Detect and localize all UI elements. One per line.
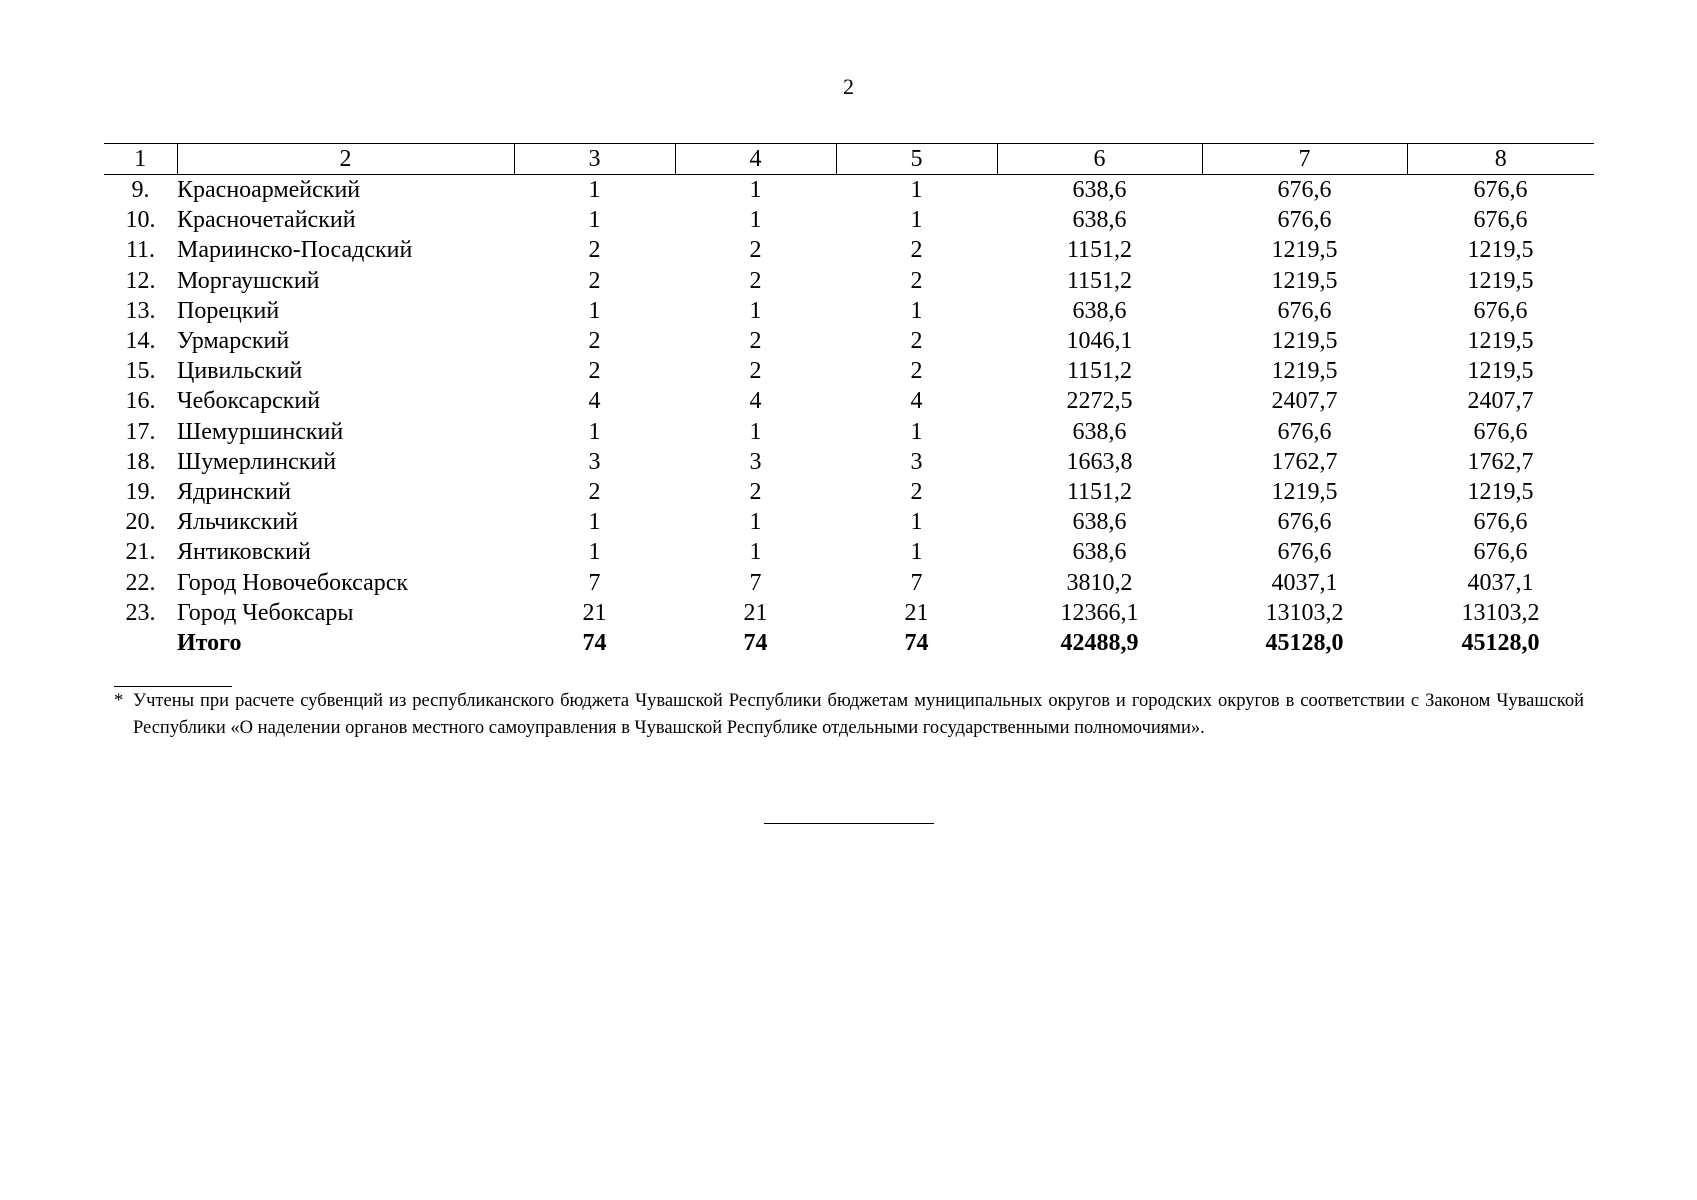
total-row bbox=[104, 628, 1594, 658]
footnote-marker: * bbox=[114, 691, 124, 711]
table-row bbox=[104, 417, 1594, 447]
row-number: 12. bbox=[125, 267, 156, 294]
value-col-6: 42488,9 bbox=[1060, 629, 1139, 656]
column-header: 7 bbox=[1202, 144, 1407, 175]
table-row bbox=[104, 537, 1594, 567]
row-number: 15. bbox=[125, 358, 156, 385]
table-row bbox=[104, 266, 1594, 296]
value-col-4: 21 bbox=[743, 599, 768, 626]
value-col-7: 2407,7 bbox=[1271, 388, 1338, 415]
row-number: 22. bbox=[125, 569, 156, 596]
value-col-8: 4037,1 bbox=[1467, 569, 1534, 596]
value-col-4: 74 bbox=[743, 629, 768, 656]
value-col-3: 1 bbox=[588, 207, 601, 234]
data-table bbox=[104, 143, 1594, 658]
value-col-3: 2 bbox=[588, 328, 601, 355]
value-col-5: 2 bbox=[910, 237, 923, 264]
value-col-8: 1219,5 bbox=[1467, 358, 1534, 385]
column-header: 6 bbox=[997, 144, 1202, 175]
value-col-7: 45128,0 bbox=[1265, 629, 1344, 656]
value-col-7: 676,6 bbox=[1277, 418, 1332, 445]
value-col-8: 676,6 bbox=[1473, 207, 1528, 234]
row-number: 23. bbox=[125, 599, 156, 626]
table-row bbox=[104, 447, 1594, 477]
value-col-5: 2 bbox=[910, 328, 923, 355]
value-col-8: 1219,5 bbox=[1467, 328, 1534, 355]
table-row bbox=[104, 356, 1594, 386]
value-col-7: 1219,5 bbox=[1271, 267, 1338, 294]
row-number: 18. bbox=[125, 448, 156, 475]
page-number: 2 bbox=[843, 74, 854, 99]
value-col-7: 676,6 bbox=[1277, 539, 1332, 566]
table-row bbox=[104, 567, 1594, 597]
district-name: Шемуршинский bbox=[177, 418, 344, 445]
table-row bbox=[104, 598, 1594, 628]
table-row bbox=[104, 205, 1594, 235]
value-col-4: 1 bbox=[749, 177, 762, 204]
footnote bbox=[114, 688, 1584, 742]
row-number: 20. bbox=[125, 509, 156, 536]
column-header: 1 bbox=[104, 144, 177, 175]
value-col-8: 676,6 bbox=[1473, 539, 1528, 566]
value-col-3: 2 bbox=[588, 478, 601, 505]
value-col-5: 3 bbox=[910, 448, 923, 475]
end-rule bbox=[764, 823, 934, 824]
value-col-8: 1762,7 bbox=[1467, 448, 1534, 475]
column-header: 8 bbox=[1407, 144, 1594, 175]
value-col-6: 638,6 bbox=[1072, 207, 1127, 234]
value-col-8: 1219,5 bbox=[1467, 478, 1534, 505]
district-name: Красночетайский bbox=[177, 207, 356, 234]
value-col-5: 1 bbox=[910, 509, 923, 536]
value-col-4: 1 bbox=[749, 418, 762, 445]
value-col-3: 2 bbox=[588, 267, 601, 294]
row-number bbox=[104, 628, 177, 658]
value-col-7: 1219,5 bbox=[1271, 237, 1338, 264]
value-col-7: 676,6 bbox=[1277, 177, 1332, 204]
value-col-8: 2407,7 bbox=[1467, 388, 1534, 415]
table-row bbox=[104, 326, 1594, 356]
value-col-5: 2 bbox=[910, 478, 923, 505]
value-col-7: 1219,5 bbox=[1271, 328, 1338, 355]
value-col-3: 21 bbox=[582, 599, 607, 626]
value-col-6: 2272,5 bbox=[1066, 388, 1133, 415]
row-number: 9. bbox=[131, 177, 150, 204]
value-col-3: 2 bbox=[588, 358, 601, 385]
table-body bbox=[104, 175, 1594, 659]
value-col-4: 2 bbox=[749, 358, 762, 385]
value-col-6: 1151,2 bbox=[1066, 478, 1133, 505]
value-col-5: 1 bbox=[910, 539, 923, 566]
value-col-7: 1219,5 bbox=[1271, 358, 1338, 385]
district-name: Красноармейский bbox=[177, 177, 361, 204]
value-col-4: 1 bbox=[749, 539, 762, 566]
column-header: 2 bbox=[177, 144, 514, 175]
value-col-3: 7 bbox=[588, 569, 601, 596]
value-col-7: 1762,7 bbox=[1271, 448, 1338, 475]
value-col-8: 45128,0 bbox=[1461, 629, 1540, 656]
district-name: Порецкий bbox=[177, 297, 280, 324]
value-col-3: 1 bbox=[588, 297, 601, 324]
table-row bbox=[104, 175, 1594, 206]
table-row bbox=[104, 235, 1594, 265]
value-col-8: 13103,2 bbox=[1461, 599, 1540, 626]
district-name: Ядринский bbox=[177, 478, 291, 505]
value-col-7: 13103,2 bbox=[1265, 599, 1344, 626]
value-col-5: 1 bbox=[910, 207, 923, 234]
value-col-8: 676,6 bbox=[1473, 418, 1528, 445]
value-col-6: 1151,2 bbox=[1066, 358, 1133, 385]
value-col-3: 1 bbox=[588, 177, 601, 204]
table-row bbox=[104, 477, 1594, 507]
value-col-8: 676,6 bbox=[1473, 177, 1528, 204]
value-col-8: 1219,5 bbox=[1467, 237, 1534, 264]
value-col-6: 638,6 bbox=[1072, 509, 1127, 536]
value-col-4: 2 bbox=[749, 328, 762, 355]
table-row bbox=[104, 507, 1594, 537]
value-col-5: 7 bbox=[910, 569, 923, 596]
row-number: 16. bbox=[125, 388, 156, 415]
value-col-4: 4 bbox=[749, 388, 762, 415]
district-name: Янтиковский bbox=[177, 539, 311, 566]
district-name: Цивильский bbox=[177, 358, 303, 385]
value-col-5: 74 bbox=[904, 629, 929, 656]
value-col-6: 1151,2 bbox=[1066, 267, 1133, 294]
value-col-6: 638,6 bbox=[1072, 539, 1127, 566]
footnote-text: Учтены при расчете субвенций из республиканского бюджета Чувашской Республики бюджетам муниципальных округов и городских округов в соответствии с Законом Чувашской Республики «О наделении органов местного самоуправления в Чувашской Республике отдельными государственными полномочиями». bbox=[133, 691, 1584, 738]
column-header: 4 bbox=[675, 144, 836, 175]
value-col-3: 3 bbox=[588, 448, 601, 475]
value-col-4: 1 bbox=[749, 297, 762, 324]
district-name: Моргаушский bbox=[177, 267, 320, 294]
value-col-5: 1 bbox=[910, 418, 923, 445]
value-col-6: 1663,8 bbox=[1066, 448, 1133, 475]
district-name: Мариинско-Посадский bbox=[177, 237, 413, 264]
value-col-6: 3810,2 bbox=[1066, 569, 1133, 596]
value-col-8: 1219,5 bbox=[1467, 267, 1534, 294]
row-number: 10. bbox=[125, 207, 156, 234]
value-col-6: 638,6 bbox=[1072, 297, 1127, 324]
value-col-3: 74 bbox=[582, 629, 607, 656]
value-col-4: 2 bbox=[749, 478, 762, 505]
value-col-3: 1 bbox=[588, 509, 601, 536]
value-col-8: 676,6 bbox=[1473, 297, 1528, 324]
row-number: 17. bbox=[125, 418, 156, 445]
value-col-5: 1 bbox=[910, 297, 923, 324]
value-col-3: 2 bbox=[588, 237, 601, 264]
district-name: Яльчикский bbox=[177, 509, 299, 536]
district-name: Урмарский bbox=[177, 328, 290, 355]
table-row bbox=[104, 296, 1594, 326]
header-row bbox=[104, 144, 1594, 175]
value-col-6: 638,6 bbox=[1072, 418, 1127, 445]
column-header: 5 bbox=[836, 144, 997, 175]
value-col-5: 21 bbox=[904, 599, 929, 626]
value-col-7: 1219,5 bbox=[1271, 478, 1338, 505]
row-number: 14. bbox=[125, 328, 156, 355]
district-name: Город Чебоксары bbox=[177, 599, 354, 626]
value-col-7: 676,6 bbox=[1277, 207, 1332, 234]
value-col-5: 4 bbox=[910, 388, 923, 415]
district-name: Шумерлинский bbox=[177, 448, 337, 475]
table-row bbox=[104, 386, 1594, 416]
table-header bbox=[104, 144, 1594, 175]
row-number: 13. bbox=[125, 297, 156, 324]
value-col-3: 1 bbox=[588, 418, 601, 445]
district-name: Чебоксарский bbox=[177, 388, 321, 415]
footnote-rule bbox=[114, 686, 232, 687]
value-col-4: 1 bbox=[749, 207, 762, 234]
row-number: 11. bbox=[125, 237, 156, 264]
value-col-5: 2 bbox=[910, 358, 923, 385]
row-number: 21. bbox=[125, 539, 156, 566]
district-name: Итого bbox=[177, 629, 242, 656]
value-col-7: 676,6 bbox=[1277, 509, 1332, 536]
value-col-6: 1046,1 bbox=[1066, 328, 1133, 355]
value-col-8: 676,6 bbox=[1473, 509, 1528, 536]
value-col-4: 1 bbox=[749, 509, 762, 536]
value-col-3: 1 bbox=[588, 539, 601, 566]
value-col-3: 4 bbox=[588, 388, 601, 415]
row-number: 19. bbox=[125, 478, 156, 505]
value-col-4: 3 bbox=[749, 448, 762, 475]
value-col-6: 638,6 bbox=[1072, 177, 1127, 204]
column-header: 3 bbox=[514, 144, 675, 175]
value-col-5: 1 bbox=[910, 177, 923, 204]
value-col-4: 2 bbox=[749, 237, 762, 264]
value-col-7: 676,6 bbox=[1277, 297, 1332, 324]
value-col-6: 12366,1 bbox=[1060, 599, 1139, 626]
value-col-6: 1151,2 bbox=[1066, 237, 1133, 264]
value-col-7: 4037,1 bbox=[1271, 569, 1338, 596]
value-col-4: 2 bbox=[749, 267, 762, 294]
district-name: Город Новочебоксарск bbox=[177, 569, 409, 596]
value-col-4: 7 bbox=[749, 569, 762, 596]
value-col-5: 2 bbox=[910, 267, 923, 294]
